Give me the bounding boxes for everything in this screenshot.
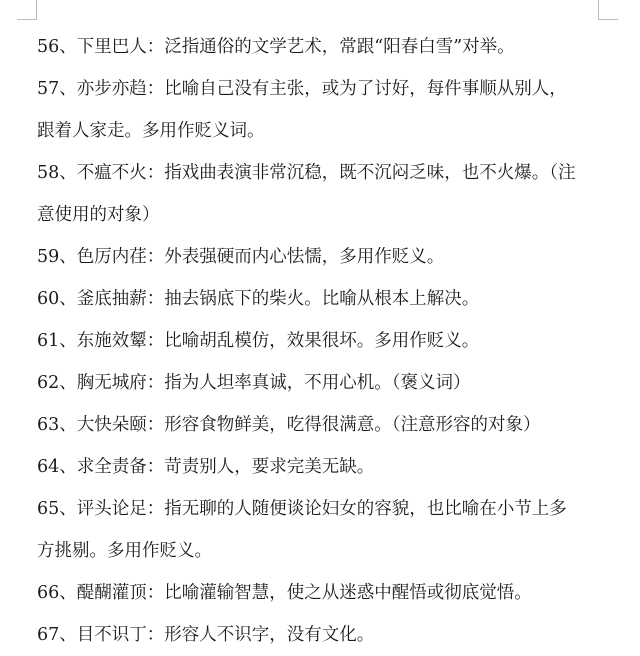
margin-corner-mark-left [17, 19, 37, 20]
idiom-entry [37, 278, 602, 320]
text-line: 60、釜底抽薪：抽去锅底下的柴火。比喻从根本上解决。 [37, 289, 480, 309]
idiom-entry [37, 236, 602, 278]
text-line: 64、求全责备：苛责别人，要求完美无缺。 [37, 457, 375, 477]
text-line: 59、色厉内荏：外表强硬而内心怯懦，多用作贬义。 [37, 247, 445, 267]
margin-corner-mark-right [598, 19, 618, 20]
idiom-entry [37, 404, 602, 446]
text-line: 57、亦步亦趋：比喻自己没有主张，或为了讨好，每件事顺从别人， [37, 79, 567, 99]
margin-corner-mark-right [598, 0, 599, 20]
text-line: 56、下里巴人：泛指通俗的文学艺术，常跟“阳春白雪”对举。 [37, 37, 515, 57]
idiom-entry [37, 26, 602, 68]
text-line: 66、醍醐灌顶：比喻灌输智慧，使之从迷惑中醒悟或彻底觉悟。 [37, 583, 532, 603]
text-line: 意使用的对象） [37, 205, 160, 225]
document-body [37, 26, 602, 656]
margin-corner-mark-left [36, 0, 37, 20]
text-line: 62、胸无城府：指为人坦率真诚，不用心机。（褒义词） [37, 373, 471, 393]
idiom-entry [37, 446, 602, 488]
text-line: 63、大快朵颐：形容食物鲜美，吃得很满意。（注意形容的对象） [37, 415, 541, 435]
text-line: 跟着人家走。多用作贬义词。 [37, 121, 265, 141]
idiom-entry [37, 488, 602, 572]
idiom-entry [37, 320, 602, 362]
idiom-entry [37, 362, 602, 404]
text-line: 61、东施效颦：比喻胡乱模仿，效果很坏。多用作贬义。 [37, 331, 480, 351]
idiom-entry [37, 572, 602, 614]
text-line: 方挑剔。多用作贬义。 [37, 541, 212, 561]
text-line: 67、目不识丁：形容人不识字，没有文化。 [37, 625, 375, 645]
idiom-entry [37, 152, 602, 236]
text-line: 58、不瘟不火：指戏曲表演非常沉稳，既不沉闷乏味，也不火爆。（注 [37, 163, 576, 183]
idiom-entry [37, 68, 602, 152]
text-line: 65、评头论足：指无聊的人随便谈论妇女的容貌，也比喻在小节上多 [37, 499, 567, 519]
idiom-entry [37, 614, 602, 656]
